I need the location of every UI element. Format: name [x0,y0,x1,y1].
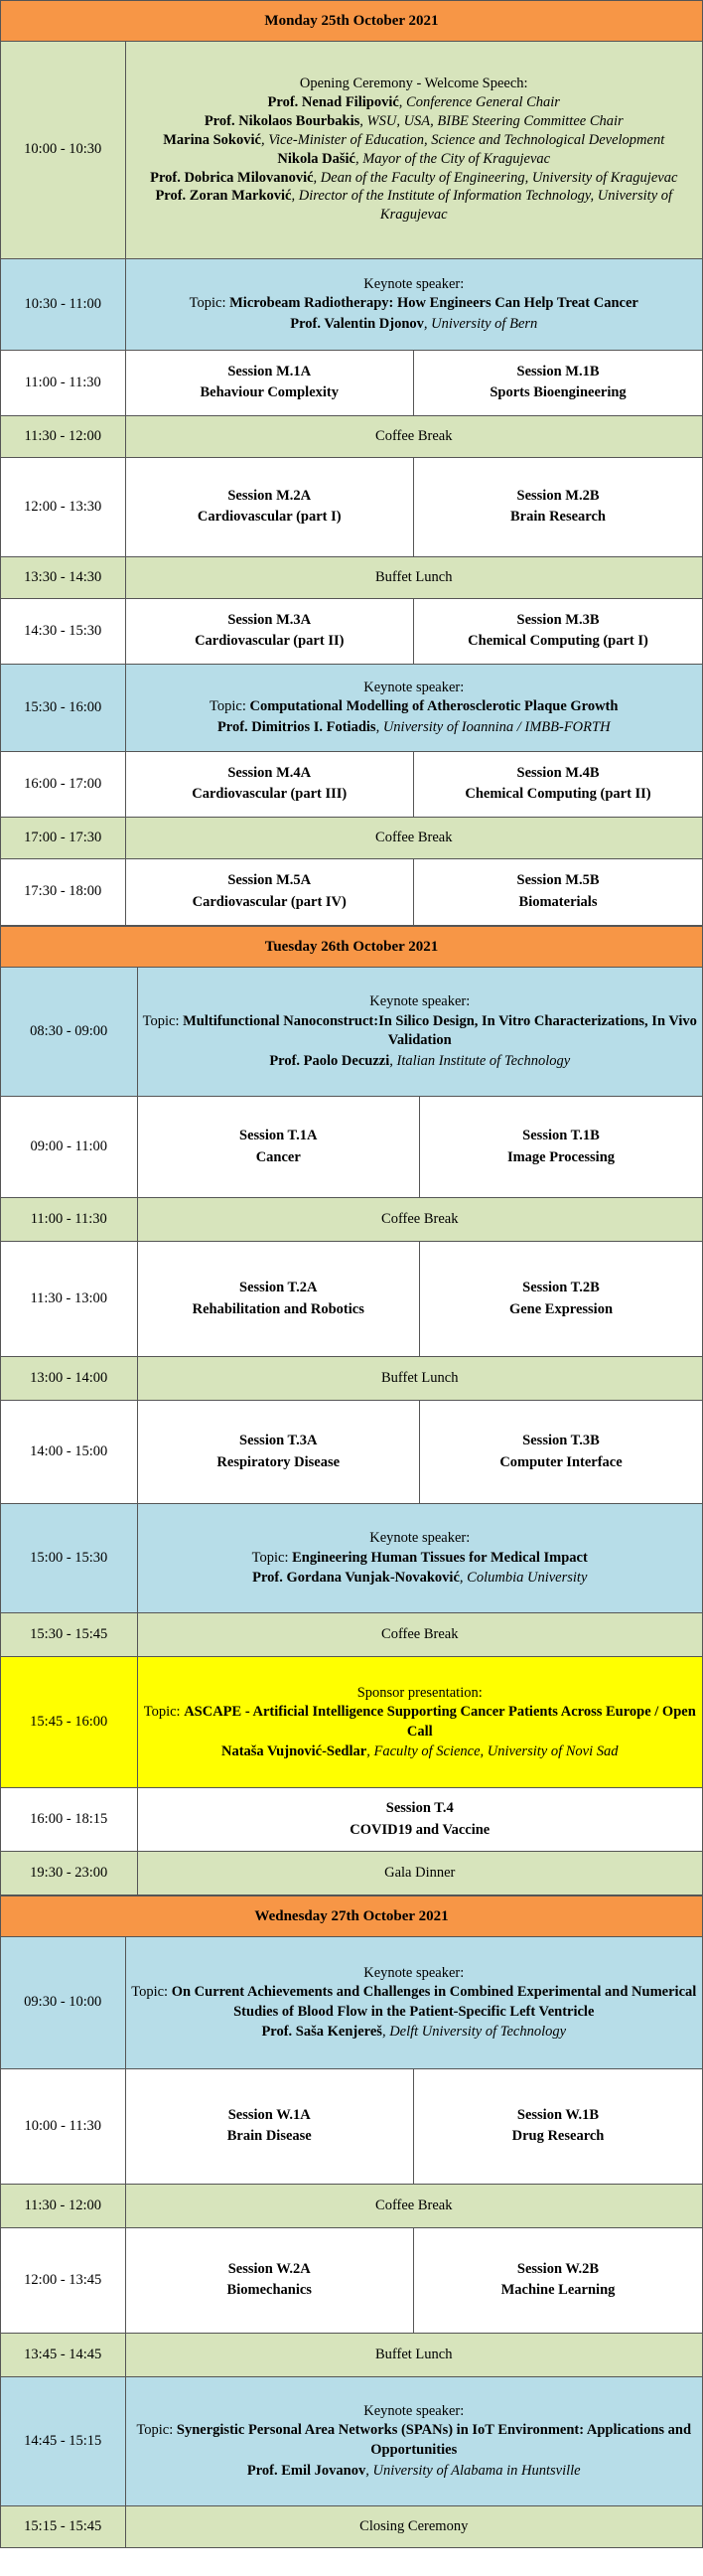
session-cell [125,858,414,925]
session-title: Cardiovascular (part III) [192,786,348,802]
topic-prefix: Topic: [131,1984,172,2001]
session-code: Session M.1A [227,363,312,379]
session-code: Session M.2B [516,487,600,504]
schedule-row [1,258,702,350]
session-cell [414,751,703,817]
session-cell [420,1242,703,1357]
day-header: Tuesday 26th October 2021 [1,927,702,968]
session-code: Session M.4A [227,764,312,781]
session-title: Image Processing [506,1148,616,1165]
break-label: Closing Ceremony [125,2505,702,2547]
break-label: Gala Dinner [137,1852,702,1895]
schedule-row [1,42,702,258]
time-slot: 17:00 - 17:30 [1,817,125,858]
schedule-table [1,1937,702,2548]
time-slot: 17:30 - 18:00 [1,858,125,925]
time-slot: 11:30 - 13:00 [1,1242,137,1357]
speaker-name: Prof. Saša Kenjereš [261,2024,382,2041]
schedule-row [1,1242,702,1357]
speaker-name: Prof. Paolo Decuzzi [269,1052,390,1069]
speaker-name: Prof. Nikolaos Bourbakis [204,113,360,130]
topic-title: ASCAPE - Artificial Intelligence Supporting Cancer Patients Across Europe / Open Call [184,1703,696,1740]
keynote-topic [126,697,703,717]
keynote-topic [138,1012,703,1051]
time-slot: 15:30 - 16:00 [1,664,125,751]
schedule-table [1,42,702,926]
speaker-affiliation: , Italian Institute of Technology [389,1052,571,1069]
session-code: Session W.1B [516,2106,600,2123]
session-cell [414,2068,703,2184]
time-slot: 15:30 - 15:45 [1,1613,137,1657]
time-slot: 19:30 - 23:00 [1,1852,137,1895]
break-label: Coffee Break [137,1613,702,1657]
opening-speaker [126,131,703,150]
session-title: Brain Research [510,509,606,525]
session-code: Session T.2B [522,1280,600,1296]
day-header: Monday 25th October 2021 [1,1,702,42]
opening-speaker [126,93,703,112]
topic-prefix: Topic: [251,1549,293,1566]
keynote-topic [126,2421,703,2460]
schedule-row [1,1937,702,2068]
session-title: Respiratory Disease [216,1453,341,1470]
schedule-row [1,350,702,415]
break-label: Buffet Lunch [137,1357,702,1401]
time-slot: 10:00 - 11:30 [1,2068,125,2184]
session-title: Chemical Computing (part I) [468,633,648,649]
session-title: Drug Research [511,2128,605,2144]
session-cell [414,2227,703,2333]
schedule-row [1,457,702,556]
break-label: Coffee Break [125,2184,702,2227]
session-title: Rehabilitation and Robotics [192,1300,364,1317]
time-slot: 10:00 - 10:30 [1,42,125,258]
schedule-row [1,1613,702,1657]
keynote-topic [138,1549,703,1569]
session-cell [137,1401,420,1504]
time-slot: 15:45 - 16:00 [1,1657,137,1788]
schedule-row [1,1504,702,1613]
schedule-row [1,817,702,858]
schedule-row [1,968,702,1097]
speaker-affiliation: , Delft University of Technology [381,2024,567,2041]
time-slot: 13:45 - 14:45 [1,2333,125,2376]
session-title: Cardiovascular (part II) [195,633,345,649]
keynote-cell [137,1657,702,1788]
keynote-speaker [138,1051,703,1071]
schedule-row [1,1401,702,1504]
topic-title: On Current Achievements and Challenges in Combined Experimental and Numerical Studies of Blood Flow in the Patient-Specific Left Ventricle [171,1984,697,2020]
session-title: Cardiovascular (part I) [197,509,342,525]
session-code: Session W.2A [227,2260,311,2277]
speaker-role: , Dean of the Faculty of Engineering, University of Kragujevac [313,169,678,186]
topic-prefix: Topic: [142,1012,184,1029]
speaker-name: Nikola Dašić [277,150,355,167]
topic-title: Computational Modelling of Atherosclerotic Plaque Growth [249,698,619,715]
speaker-role: , Conference General Chair [398,94,560,111]
topic-title: Microbeam Radiotherapy: How Engineers Can Help Treat Cancer [229,295,638,312]
session-cell [125,2227,414,2333]
speaker-name: Prof. Dimitrios I. Fotiadis [216,718,376,735]
session-code: Session W.2B [516,2260,600,2277]
time-slot: 11:30 - 12:00 [1,2184,125,2227]
topic-prefix: Topic: [210,698,250,715]
time-slot: 10:30 - 11:00 [1,258,125,350]
time-slot: 14:45 - 15:15 [1,2376,125,2505]
speaker-name: Prof. Dobrica Milovanović [150,169,314,186]
session-title: Brain Disease [226,2128,312,2144]
keynote-speaker [126,2022,703,2042]
schedule-row [1,1657,702,1788]
time-slot: 12:00 - 13:30 [1,457,125,556]
time-slot: 08:30 - 09:00 [1,968,137,1097]
session-cell [420,1401,703,1504]
session-cell [125,2068,414,2184]
session-title: Sports Bioengineering [490,384,627,400]
keynote-label: Keynote speaker: [363,2403,465,2420]
speaker-role: , WSU, USA, BIBE Steering Committee Chair [359,113,624,130]
session-cell [125,751,414,817]
session-code: Session T.1B [522,1128,600,1144]
keynote-label: Keynote speaker: [369,1530,471,1547]
keynote-speaker [126,717,703,737]
session-cell [414,598,703,664]
schedule-row [1,556,702,598]
speaker-role: , Vice-Minister of Education, Science and Technological Development [260,131,665,148]
session-cell [125,350,414,415]
session-title: Cancer [255,1148,301,1165]
speaker-role: , Director of the Institute of Information Technology, University of Kragujevac [291,188,673,224]
opening-speaker [126,169,703,188]
speaker-name: Prof. Valentin Djonov [290,315,424,332]
session-code: Session M.5A [227,872,312,889]
session-code: Session T.3A [239,1433,318,1449]
schedule-row [1,1788,702,1852]
keynote-topic [126,1983,703,2022]
session-title: Computer Interface [499,1453,623,1470]
speaker-affiliation: , Columbia University [459,1570,588,1587]
break-label: Buffet Lunch [125,2333,702,2376]
session-cell [137,1097,420,1198]
schedule-row [1,1198,702,1242]
session-title: COVID19 and Vaccine [350,1821,491,1838]
speaker-name: Prof. Zoran Marković [155,188,292,205]
session-code: Session M.2A [227,487,312,504]
keynote-cell [125,1937,702,2068]
keynote-speaker [126,314,703,334]
keynote-label: Keynote speaker: [363,275,465,292]
time-slot: 12:00 - 13:45 [1,2227,125,2333]
time-slot: 15:15 - 15:45 [1,2505,125,2547]
keynote-cell [125,664,702,751]
keynote-cell [137,968,702,1097]
topic-title: Multifunctional Nanoconstruct:In Silico Design, In Vitro Characterizations, In Vivo Validation [183,1012,697,1049]
session-cell [420,1097,703,1198]
session-code: Session T.4 [385,1800,454,1817]
time-slot: 13:00 - 14:00 [1,1357,137,1401]
day-section [0,926,703,1896]
session-cell [414,457,703,556]
session-title: Biomaterials [518,893,598,910]
session-cell [125,457,414,556]
session-code: Session M.1B [516,363,600,379]
schedule-row [1,2505,702,2547]
schedule-row [1,598,702,664]
topic-title: Synergistic Personal Area Networks (SPANs) in IoT Environment: Applications and Opportunities [176,2422,692,2458]
topic-prefix: Topic: [136,2422,177,2439]
time-slot: 14:30 - 15:30 [1,598,125,664]
opening-speaker [126,112,703,131]
speaker-affiliation: , Faculty of Science, University of Novi Sad [366,1743,619,1760]
time-slot: 09:30 - 10:00 [1,1937,125,2068]
keynote-cell [125,258,702,350]
keynote-speaker [138,1568,703,1588]
keynote-topic [126,294,703,314]
opening-speaker [126,187,703,225]
opening-title: Opening Ceremony - Welcome Speech: [299,76,528,92]
schedule-row [1,2227,702,2333]
session-code: Session M.3A [227,611,312,628]
session-cell [125,598,414,664]
session-title: Cardiovascular (part IV) [192,893,347,910]
session-title: Gene Expression [508,1300,614,1317]
time-slot: 13:30 - 14:30 [1,556,125,598]
schedule-row [1,415,702,457]
session-title: Machine Learning [500,2282,616,2298]
schedule-row [1,2376,702,2505]
session-code: Session T.1A [239,1128,318,1144]
session-cell [414,350,703,415]
keynote-speaker [138,1742,703,1761]
schedule-row [1,1852,702,1895]
session-title: Chemical Computing (part II) [465,786,651,802]
schedule-row [1,1357,702,1401]
session-title: Biomechanics [226,2282,312,2298]
session-code: Session M.5B [516,872,600,889]
keynote-label: Keynote speaker: [363,679,465,695]
break-label: Coffee Break [125,817,702,858]
time-slot: 11:30 - 12:00 [1,415,125,457]
break-label: Buffet Lunch [125,556,702,598]
speaker-name: Prof. Emil Jovanov [246,2462,366,2479]
speaker-name: Prof. Gordana Vunjak-Novaković [252,1570,460,1587]
schedule-row [1,751,702,817]
opening-speaker [126,150,703,169]
time-slot: 11:00 - 11:30 [1,350,125,415]
session-code: Session M.3B [516,611,600,628]
keynote-label: Keynote speaker: [363,1964,465,1981]
schedule-row [1,858,702,925]
topic-prefix: Topic: [143,1703,185,1720]
schedule-table [1,968,702,1896]
day-section [0,1895,703,2548]
opening-cell [125,42,702,258]
speaker-affiliation: , University of Ioannina / IMBB-FORTH [375,718,611,735]
session-cell [137,1242,420,1357]
session-code: Session M.4B [516,764,600,781]
session-code: Session W.1A [227,2106,311,2123]
session-code: Session T.3B [522,1433,600,1449]
schedule-row [1,1097,702,1198]
schedule-row [1,2184,702,2227]
break-label: Coffee Break [125,415,702,457]
keynote-cell [137,1504,702,1613]
session-cell [137,1788,702,1852]
speaker-name: Marina Soković [163,131,261,148]
schedule-row [1,2068,702,2184]
time-slot: 16:00 - 17:00 [1,751,125,817]
schedule-row [1,664,702,751]
speaker-affiliation: , University of Bern [423,315,538,332]
session-cell [414,858,703,925]
time-slot: 15:00 - 15:30 [1,1504,137,1613]
time-slot: 16:00 - 18:15 [1,1788,137,1852]
topic-title: Engineering Human Tissues for Medical Impact [292,1549,588,1566]
speaker-role: , Mayor of the City of Kragujevac [354,150,551,167]
time-slot: 14:00 - 15:00 [1,1401,137,1504]
time-slot: 11:00 - 11:30 [1,1198,137,1242]
day-section [0,0,703,926]
speaker-affiliation: , University of Alabama in Huntsville [365,2462,581,2479]
speaker-name: Nataša Vujnović-Sedlar [220,1743,367,1760]
keynote-cell [125,2376,702,2505]
keynote-label: Keynote speaker: [369,993,471,1010]
day-header: Wednesday 27th October 2021 [1,1896,702,1937]
keynote-label: Sponsor presentation: [356,1684,483,1701]
keynote-topic [138,1703,703,1742]
session-code: Session T.2A [239,1280,318,1296]
session-title: Behaviour Complexity [200,384,339,400]
keynote-speaker [126,2461,703,2481]
topic-prefix: Topic: [189,295,230,312]
speaker-name: Prof. Nenad Filipović [267,94,399,111]
time-slot: 09:00 - 11:00 [1,1097,137,1198]
schedule-row [1,2333,702,2376]
break-label: Coffee Break [137,1198,702,1242]
